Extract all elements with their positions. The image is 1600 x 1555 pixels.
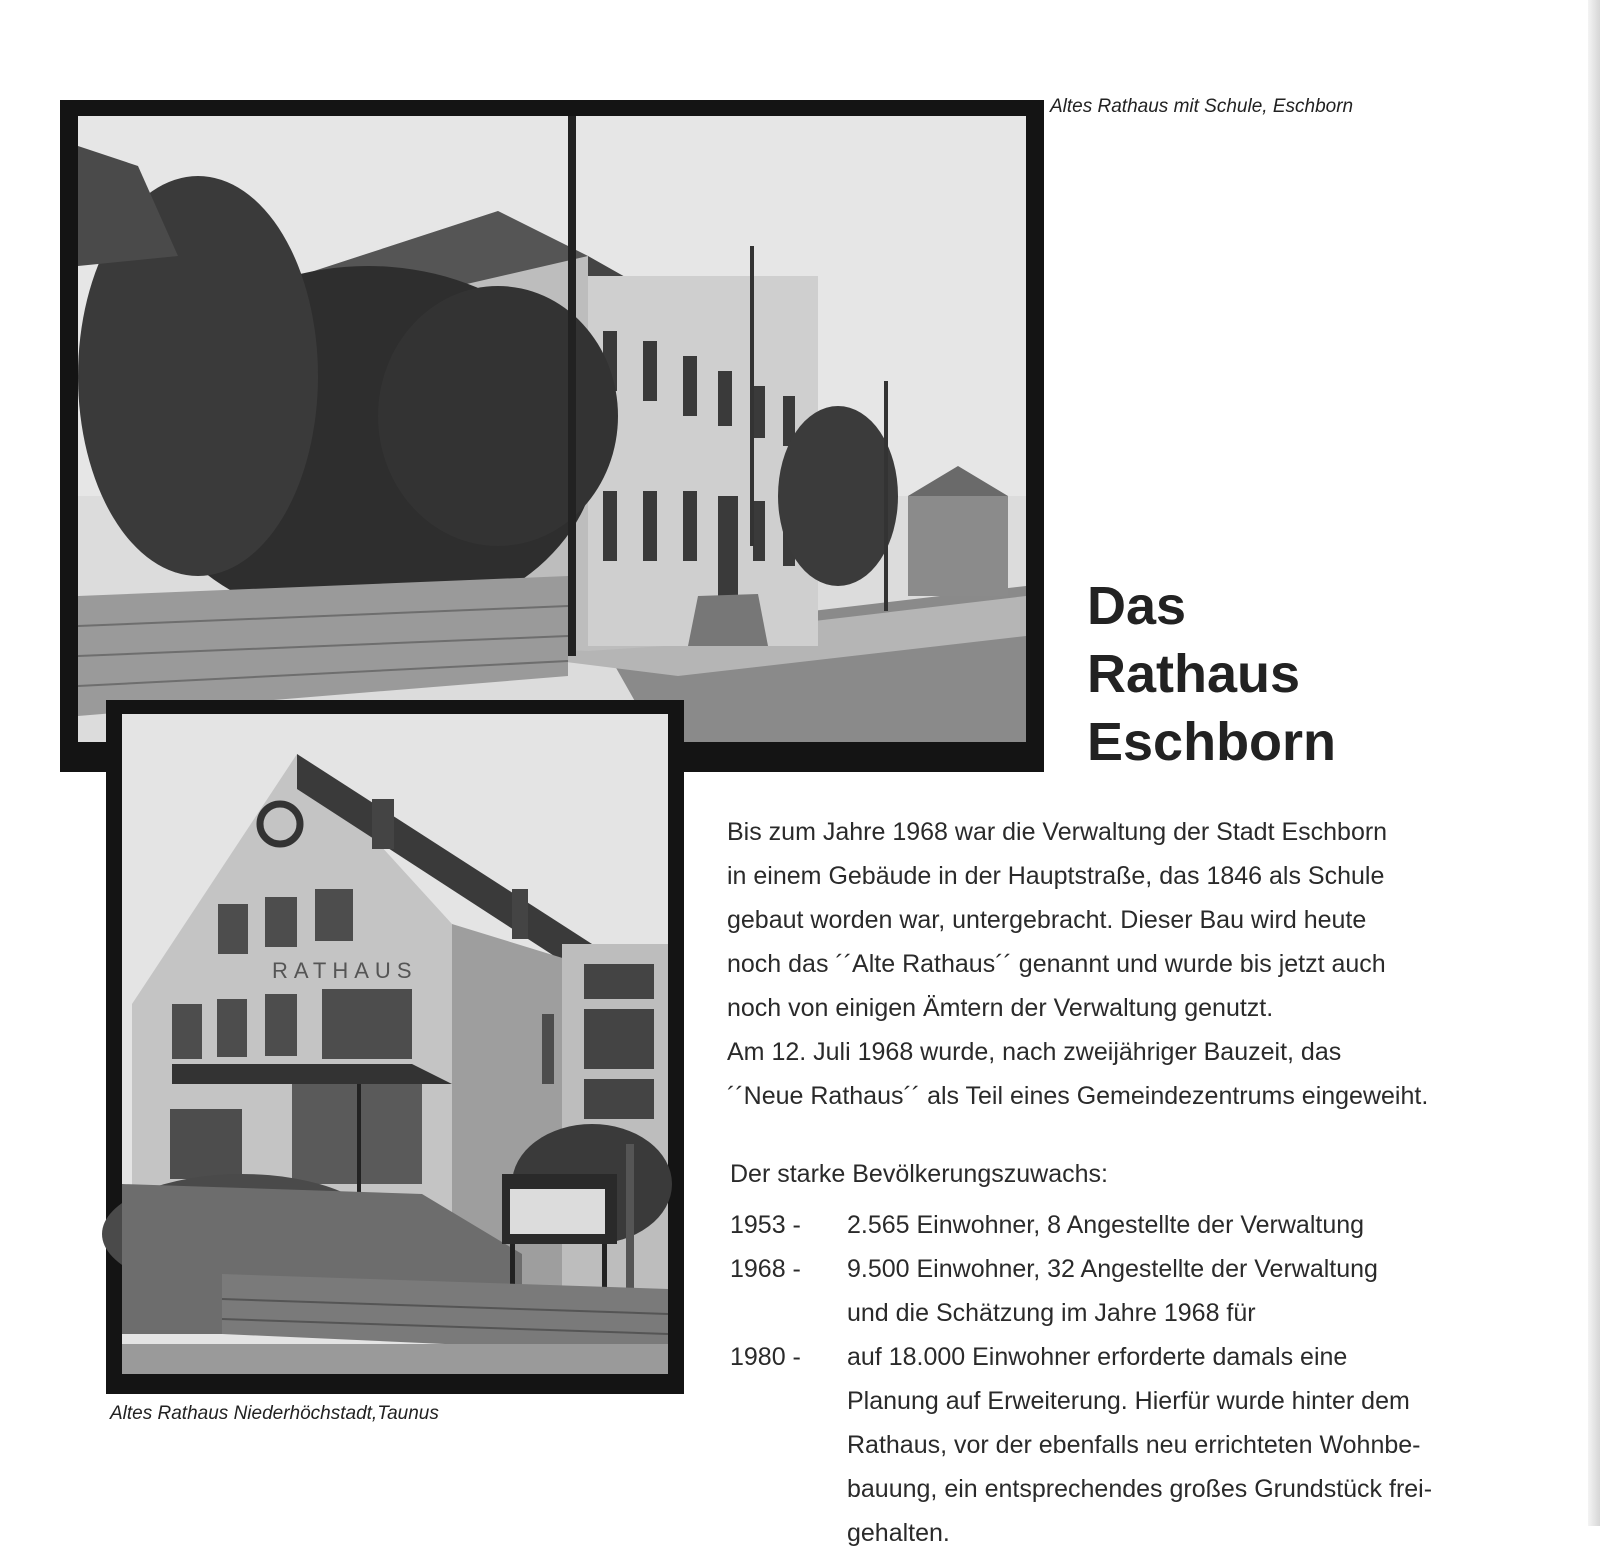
population-line: gehalten. bbox=[847, 1519, 950, 1547]
photo-old-town-hall-image bbox=[78, 116, 1026, 742]
photo-old-town-hall bbox=[60, 100, 1044, 772]
intro-line: noch das ´´Alte Rathaus´´ genannt und wurde bis jetzt auch bbox=[727, 950, 1386, 978]
population-line: Rathaus, vor der ebenfalls neu errichteten Wohnbe- bbox=[847, 1431, 1421, 1459]
population-description bbox=[847, 1203, 1560, 1247]
intro-paragraph bbox=[727, 810, 1587, 1118]
intro-line: Am 12. Juli 1968 wurde, nach zweijähriger Bauzeit, das bbox=[727, 1038, 1342, 1066]
population-year: 1980 - bbox=[730, 1343, 801, 1371]
population-year: 1968 - bbox=[730, 1255, 801, 1283]
population-row-1980 bbox=[730, 1335, 1560, 1555]
intro-line: gebaut worden war, untergebracht. Dieser Bau wird heute bbox=[727, 906, 1367, 934]
page-title bbox=[1087, 572, 1336, 776]
population-description bbox=[847, 1247, 1560, 1335]
page-fold-shadow bbox=[1588, 0, 1600, 1526]
page-title-line-1: Das bbox=[1087, 576, 1187, 636]
population-description bbox=[847, 1335, 1560, 1555]
page-title-line-3: Eschborn bbox=[1087, 712, 1337, 772]
population-line: Planung auf Erweiterung. Hierfür wurde hinter dem bbox=[847, 1387, 1410, 1415]
population-list bbox=[730, 1203, 1560, 1555]
population-line: 9.500 Einwohner, 32 Angestellte der Verwaltung bbox=[847, 1255, 1378, 1283]
population-line: und die Schätzung im Jahre 1968 für bbox=[847, 1299, 1256, 1327]
population-line: bauung, ein entsprechendes großes Grundstück frei- bbox=[847, 1475, 1433, 1503]
rathaus-sign-text: RATHAUS bbox=[272, 958, 418, 983]
caption-rathaus-niederhoechstadt: Altes Rathaus Niederhöchstadt,Taunus bbox=[110, 1403, 439, 1424]
intro-line: ´´Neue Rathaus´´ als Teil eines Gemeindezentrums eingeweiht. bbox=[727, 1082, 1429, 1110]
population-row-1968 bbox=[730, 1247, 1560, 1335]
population-line: auf 18.000 Einwohner erforderte damals eine bbox=[847, 1343, 1348, 1371]
population-heading: Der starke Bevölkerungszuwachs: bbox=[730, 1160, 1108, 1188]
population-line: 2.565 Einwohner, 8 Angestellte der Verwaltung bbox=[847, 1211, 1365, 1239]
photo-rathaus-niederhoechstadt-image bbox=[122, 714, 668, 1374]
intro-line: in einem Gebäude in der Hauptstraße, das 1846 als Schule bbox=[727, 862, 1385, 890]
population-year: 1953 - bbox=[730, 1211, 801, 1239]
intro-line: noch von einigen Ämtern der Verwaltung genutzt. bbox=[727, 994, 1274, 1022]
intro-line: Bis zum Jahre 1968 war die Verwaltung der Stadt Eschborn bbox=[727, 818, 1388, 846]
photo-rathaus-niederhoechstadt bbox=[106, 700, 684, 1394]
population-row-1953 bbox=[730, 1203, 1560, 1247]
page-title-line-2: Rathaus bbox=[1087, 644, 1301, 704]
caption-old-town-hall: Altes Rathaus mit Schule, Eschborn bbox=[1050, 96, 1354, 117]
